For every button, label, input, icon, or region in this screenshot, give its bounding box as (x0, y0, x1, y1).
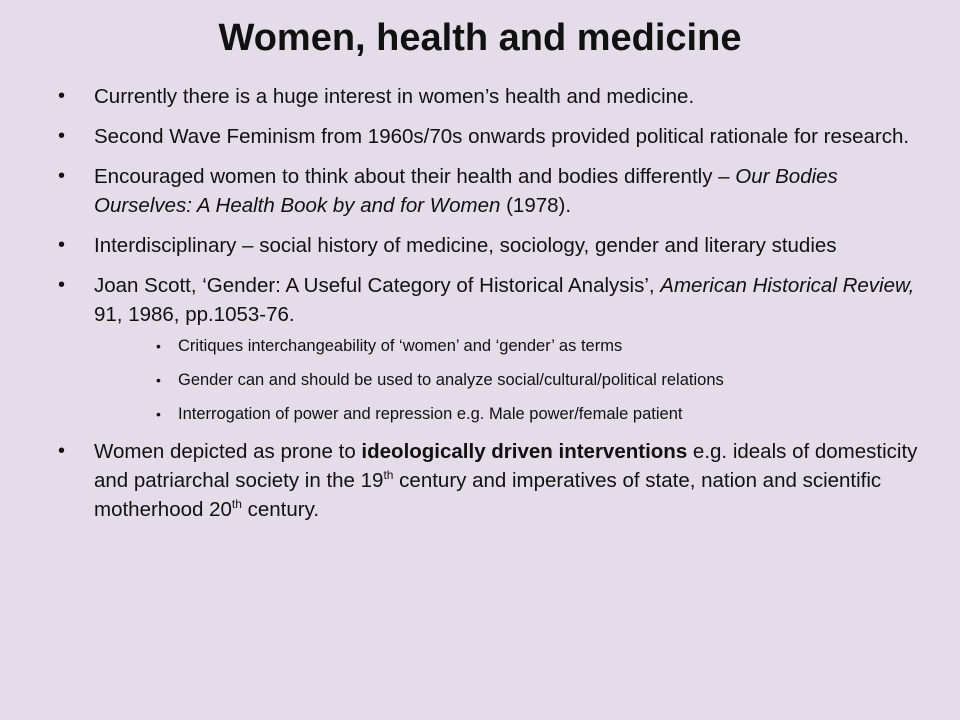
bullet-dot-icon: • (58, 85, 66, 107)
bullet-text-part: e.g. ideals of domesticity and patriarchal society in the 19 (94, 440, 918, 492)
sub-bullet-item (94, 368, 918, 392)
bullet-dot-icon: • (58, 234, 66, 256)
sub-bullet-item (94, 402, 918, 426)
journal-title: American Historical Review, (660, 274, 915, 297)
bullet-text: Currently there is a huge interest in women’s health and medicine. (94, 85, 695, 108)
bullet-item (58, 82, 918, 111)
bullet-text-part: century. (241, 498, 320, 521)
bullet-text-part: (1978). (500, 194, 572, 217)
emphasis-text: ideologically driven interventions (361, 440, 688, 463)
bullet-dot-icon: • (58, 165, 66, 187)
bullet-item (58, 162, 918, 220)
bullet-item (58, 231, 918, 260)
sub-bullet-dot-icon: • (156, 338, 161, 354)
bullet-text-part: Encouraged women to think about their health and bodies differently – (94, 165, 736, 188)
bullet-list (58, 82, 918, 535)
book-title: Our Bodies Ourselves: A Health Book by and for Women (94, 165, 838, 217)
bullet-text: Interdisciplinary – social history of medicine, sociology, gender and literary studies (94, 234, 837, 257)
sub-bullet-item (94, 334, 918, 358)
bullet-text: Second Wave Feminism from 1960s/70s onwards provided political rationale for research. (94, 125, 910, 148)
ordinal-suffix: th (231, 497, 242, 512)
sub-bullet-list (94, 334, 918, 426)
bullet-text (94, 274, 914, 326)
bullet-text (94, 440, 917, 521)
slide-title: Women, health and medicine (218, 17, 742, 59)
bullet-text-part: Joan Scott, ‘Gender: A Useful Category of Historical Analysis’, (94, 274, 661, 297)
bullet-text-part: 91, 1986, pp.1053-76. (94, 303, 295, 326)
sub-bullet-text: Critiques interchangeability of ‘women’ and ‘gender’ as terms (178, 337, 623, 355)
ordinal-suffix: th (383, 468, 394, 483)
bullet-dot-icon: • (58, 125, 66, 147)
bullet-item (58, 437, 918, 524)
bullet-dot-icon: • (58, 274, 66, 296)
sub-bullet-text: Interrogation of power and repression e.g. Male power/female patient (178, 405, 683, 423)
bullet-item (58, 271, 918, 426)
sub-bullet-text: Gender can and should be used to analyze social/cultural/political relations (178, 371, 724, 389)
bullet-text (94, 165, 838, 217)
sub-bullet-dot-icon: • (156, 406, 161, 422)
bullet-dot-icon: • (58, 440, 66, 462)
sub-bullet-dot-icon: • (156, 372, 161, 388)
bullet-text-part: Women depicted as prone to (94, 440, 362, 463)
bullet-item (58, 122, 918, 151)
bullet-text-part: century and imperatives of state, nation and scientific motherhood 20 (94, 469, 882, 521)
